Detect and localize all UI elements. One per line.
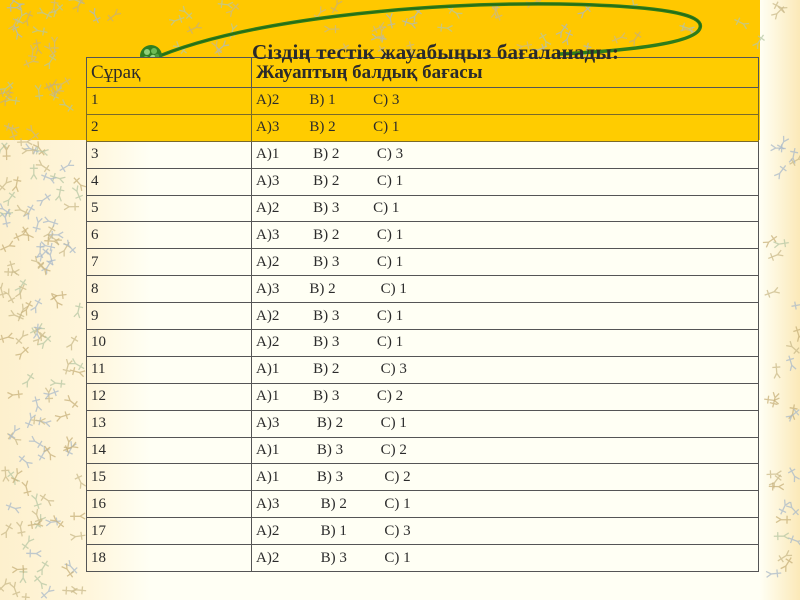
- table-row: [87, 410, 759, 437]
- answer-score-cell: А)1 В) 2 С) 3: [252, 356, 759, 383]
- answer-score-cell: А)3 В) 2 С) 1: [252, 222, 759, 249]
- question-number-cell: 14: [87, 437, 252, 464]
- table-row: [87, 491, 759, 518]
- answer-score-cell: А)1 В) 3 С) 2: [252, 437, 759, 464]
- answer-score-cell: А)3 В) 2 С) 1: [252, 491, 759, 518]
- table-row: [87, 168, 759, 195]
- table-row: [87, 518, 759, 545]
- question-number-cell: 9: [87, 303, 252, 330]
- question-number-cell: 15: [87, 464, 252, 491]
- question-number-cell: 5: [87, 195, 252, 222]
- question-number-cell: 10: [87, 330, 252, 357]
- question-number-cell: 6: [87, 222, 252, 249]
- question-number-cell: 4: [87, 168, 252, 195]
- table-row: [87, 195, 759, 222]
- table-row: [87, 276, 759, 303]
- answer-score-cell: А)2 В) 3 С) 1: [252, 303, 759, 330]
- question-number-cell: 2: [87, 114, 252, 141]
- table-body: [87, 88, 759, 572]
- question-number-cell: 7: [87, 249, 252, 276]
- question-number-cell: 17: [87, 518, 252, 545]
- answer-score-cell: А)1 В) 3 С) 2: [252, 383, 759, 410]
- question-number-cell: 3: [87, 141, 252, 168]
- answer-score-cell: А)2 В) 3 С) 1: [252, 195, 759, 222]
- question-number-cell: 16: [87, 491, 252, 518]
- answer-score-cell: А)3 В) 2 С) 1: [252, 168, 759, 195]
- header-question: Сұрақ: [87, 58, 252, 88]
- table-row: [87, 114, 759, 141]
- answer-score-cell: А)3 В) 2 С) 1: [252, 410, 759, 437]
- table-row: [87, 141, 759, 168]
- question-number-cell: 8: [87, 276, 252, 303]
- table-row: [87, 464, 759, 491]
- answer-score-cell: А)1 В) 3 С) 2: [252, 464, 759, 491]
- answer-score-cell: А)2 В) 1 С) 3: [252, 518, 759, 545]
- question-number-cell: 18: [87, 545, 252, 572]
- table-row: [87, 303, 759, 330]
- answer-score-cell: А)2 В) 3 С) 1: [252, 330, 759, 357]
- question-number-cell: 1: [87, 88, 252, 115]
- table-row: [87, 383, 759, 410]
- table-row: [87, 545, 759, 572]
- answer-score-cell: А)1 В) 2 С) 3: [252, 141, 759, 168]
- table-row: [87, 88, 759, 115]
- answer-score-cell: А)3 В) 2 С) 1: [252, 114, 759, 141]
- answer-score-cell: А)2 В) 3 С) 1: [252, 249, 759, 276]
- answer-score-cell: А)3 В) 2 С) 1: [252, 276, 759, 303]
- slide-title: Сіздің тестік жауабыңыз бағаланады:: [252, 40, 620, 64]
- table-row: [87, 356, 759, 383]
- question-number-cell: 12: [87, 383, 252, 410]
- table-row: [87, 249, 759, 276]
- answer-score-cell: А)2 В) 1 С) 3: [252, 88, 759, 115]
- header-answer-score: Жауаптың балдық бағасы: [252, 58, 759, 88]
- answer-score-cell: А)2 В) 3 С) 1: [252, 545, 759, 572]
- question-number-cell: 11: [87, 356, 252, 383]
- question-number-cell: 13: [87, 410, 252, 437]
- answer-score-table: [86, 57, 759, 572]
- table-row: [87, 222, 759, 249]
- table-row: [87, 437, 759, 464]
- table-row: [87, 330, 759, 357]
